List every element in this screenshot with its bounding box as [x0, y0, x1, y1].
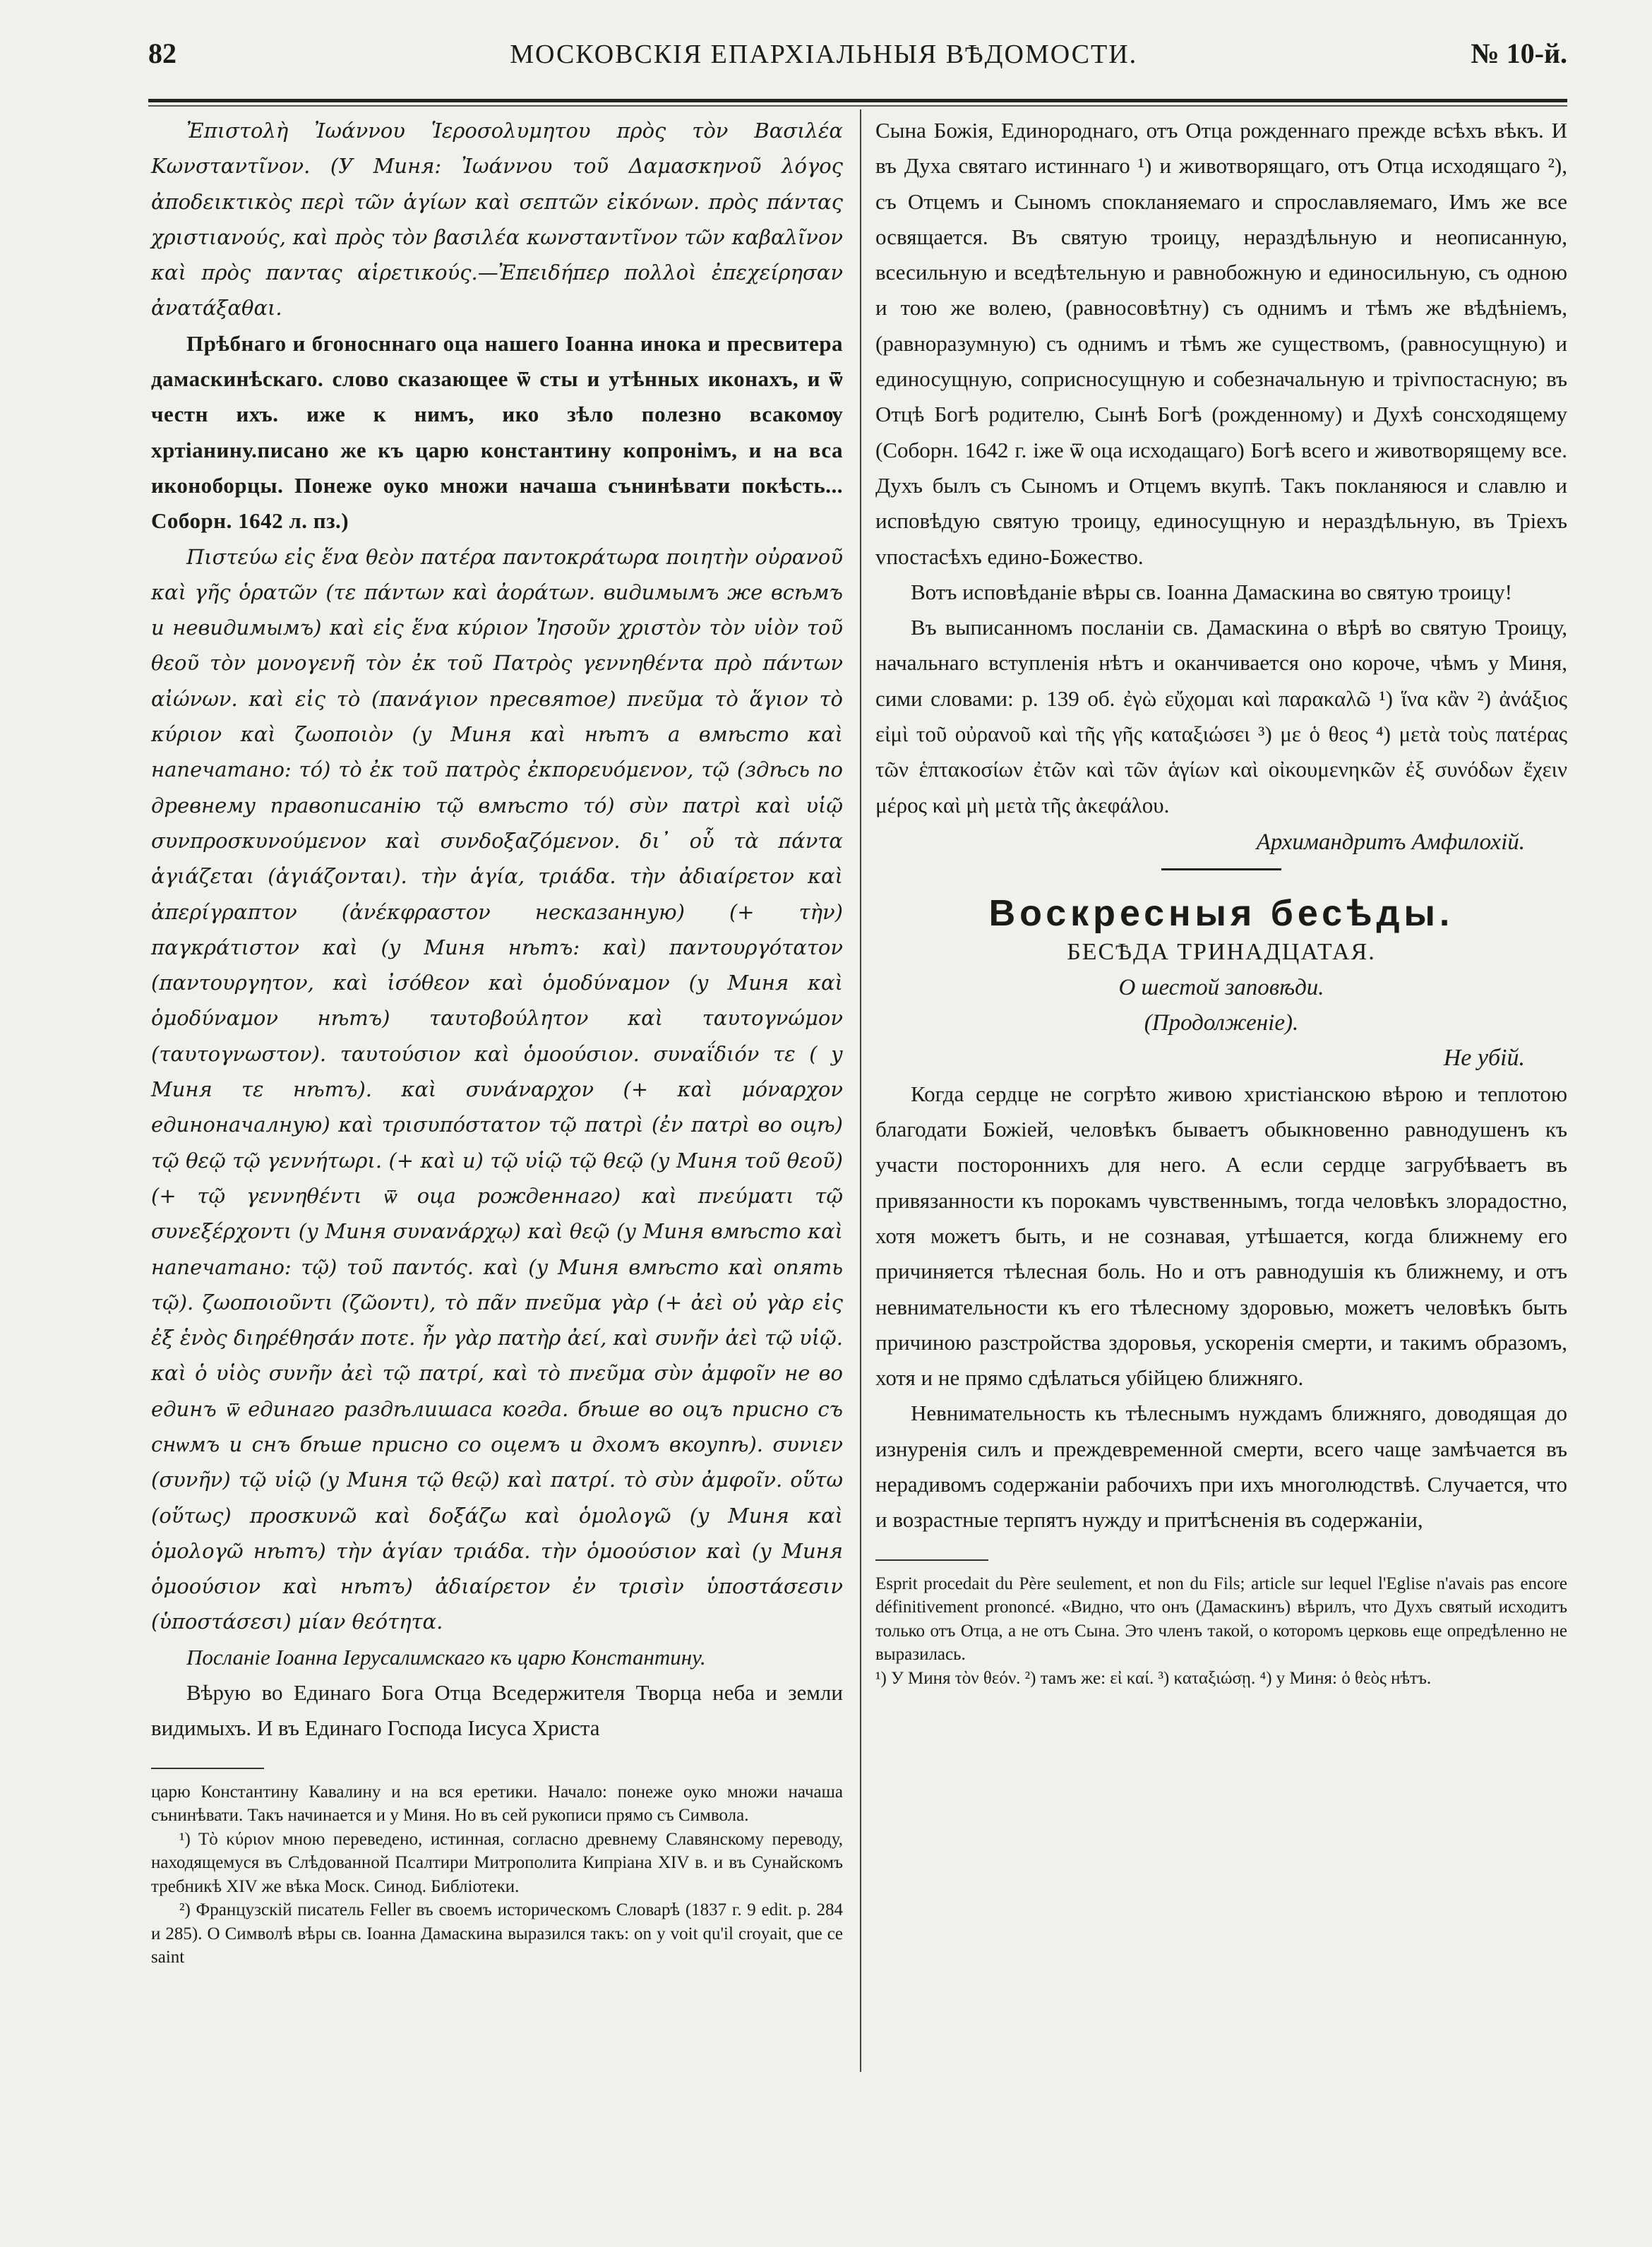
- left-column: [151, 113, 843, 1970]
- sermon-paragraph-1: Когда сердце не согрѣто живою христіанскою вѣрою и теплотою благодати Божіей, человѣкъ бываетъ обыкновенно равнодушенъ къ участи постороннихъ для него. А если сердце загрубѣваетъ въ привязанности къ порокамъ чувственнымъ, тогда человѣкъ злорадостно, хотя можетъ быть, и не сознавая, утѣшается, когда ближнему его причиняется тѣлесная боль. Но и отъ равнодушія къ ближнему, и отъ невнимательности къ его тѣлесному здоровью, можетъ человѣкъ быть причиною разстройства здоровья, ускоренія смерти, и такимъ образомъ, хотя и не прямо сдѣлаться убійцею ближняго.: [875, 1081, 1567, 1391]
- right-column: [875, 113, 1567, 1690]
- footnote-continued: царю Константину Кавалину и на вся еретики. Начало: понеже оуко множи начаша сънинѣвати. Такъ начинается и у Миня. Но въ сей рукописи прямо съ Символа.: [151, 1782, 843, 1826]
- section-continuation: (Продолженіе).: [1144, 1010, 1299, 1036]
- church-slavonic-text: Прѣбнаго и бгоносннаго оца нашего Іоанна инока и пресвитера дамаскинѣскаго. слово сказающее ѿ сты и утѣнных иконахъ, и ѿ честн ихъ. иже к нимъ, ико зѣло полезно всакомѹ хртіанину.писано же къ царю константину копронімъ, и на вса иконоборцы. Понеже оуко множи начаша сънинѣвати покѣсть...: [151, 330, 843, 498]
- issue-number: № 10-й.: [1471, 37, 1567, 69]
- confession-summary: Вотъ исповѣданіе вѣры св. Іоанна Дамаскина во святую троицу!: [911, 579, 1512, 604]
- right-footnotes: [875, 1572, 1567, 1691]
- footnote-variants: ¹) У Миня τὸν θεόν. ²) тамъ же: εἰ καί. ³) καταξιώσῃ. ⁴) у Миня: ὁ θεὸς нѣтъ.: [875, 1668, 1432, 1688]
- page-number: 82: [148, 37, 176, 69]
- sermon-paragraph-2: Невнимательность къ тѣлеснымъ нуждамъ ближняго, доводящая до изнуренія силъ и преждевременной смерти, всего чаще замѣчается въ нерадивомъ содержаніи рабочихъ при ихъ многолюдствѣ. Случается, что и возрастные терпятъ нужду и притѣсненія въ содержаніи,: [875, 1401, 1567, 1533]
- greek-creed-text: Πιστεύω εἰς ἕνα θεὸν πατέρα παντοκράτωρα ποιητὴν οὐρανοῦ καὶ γῆς ὁρατῶν (τε πάντων καὶ ἀοράτων. видимымъ же всѣмъ и невидимымъ) καὶ εἰς ἕνα κύριον Ἰησοῦν χριστὸν τὸν υἱὸν τοῦ θεοῦ τὸν μονογενῆ τὸν ἐκ τοῦ Πατρὸς γεννηθέντα πρὸ πάντων αἰώνων. καὶ εἰς τὸ (πανάγιον пресвятое) πνεῦμα τὸ ἅγιον τὸ κύριον καὶ ζωοποιὸν (у Миня καὶ нѣтъ а вмѣсто καὶ напечатано: τό) τὸ ἐκ τοῦ πατρὸς ἐκπορευόμενον, τῷ (здѣсь по древнему правописанію τῷ вмѣсто τό) σὺν πατρὶ καὶ υἱῷ συνπροσκυνούμενον καὶ συνδοξαζόμενον. δι᾽ οὗ τὰ πάντα ἁγιάζεται (ἁγιάζονται). τὴν ἁγία, τριάδα. τὴν ἀδιαίρετον καὶ ἀπερίγραπτον (ἀνέκφραστον несказанную) (+ τὴν) παγκράτιστον καὶ (у Миня нѣтъ: καὶ) παντουργότατον (παντουργητον, καὶ ἰσόθεον καὶ ὁμοδύναμον (у Миня καὶ ὁμοδύναμον нѣтъ) ταυτοβούλητον καὶ ταυτογνώμον (ταυτογνωστον). ταυτούσιον καὶ ὁμοούσιον. συναΐδιόν τε ( у Миня τε нѣтъ). καὶ συνάναρχον (+ καὶ μόναρχον единоначалную) καὶ τρισυπόστατον τῷ πατρὶ (ἐν πατρὶ во оцѣ) τῷ θεῷ τῷ γεννήτωρι. (+ καὶ и) τῷ υἱῷ τῷ θεῷ (у Миня τοῦ θεοῦ) (+ τῷ γεννηθέντι ѿ оца рожденнаго) καὶ πνεύματι τῷ συνεξέρχοντι (у Миня συνανάρχῳ) καὶ θεῷ (у Миня вмѣсто καὶ напечатано: τῷ) τοῦ παντός. καὶ (у Миня вмѣсто καὶ опять τῷ). ζωοποιοῦντι (ζῶοντι), τὸ πᾶν πνεῦμα γὰρ (+ ἀεὶ οὐ γὰρ εἰς ἐξ ἑνὸς διηρέθησάν ποτε. ἦν γὰρ πατὴρ ἀεί, καὶ συνῆν ἀεὶ τῷ υἱῷ. καὶ ὁ υἱὸς συνῆν ἀεὶ τῷ πατρί, καὶ τὸ πνεῦμα σὺν ἀμφοῖν не во единъ ѿ единаго раздѣлишаса когда. бѣше во оцъ присно съ снѡмъ и снъ бѣше присно со оцемъ и дхомъ вкоупѣ). συνιεν (συνῆν) τῷ υἱῷ (у Миня τῷ θεῷ) καὶ πατρί. τὸ σὺν ἀμφοῖν. οὕτω (οὕτως) προσκυνῶ καὶ δοξάζω καὶ ὁμολογῶ (у Миня καὶ ὁμολογῶ нѣтъ) τὴν ἁγίαν τριάδα. τὴν ὁμοούσιον καὶ (у Миня ὁμοούσιον καὶ нѣтъ) ἀδιαίρετον ἐν τρισὶν ὑποστάσεσιν (ὑποστάσεσι) μίαν θεότητα.: [151, 544, 843, 1634]
- greek-epistle-title: Ἐπιστολὴ Ἰωάννου Ἱεροσολυμητου πρὸς τὸν Βασιλέα Κωνσταντῖνον. (У Миня: Ἰωάννου τοῦ Δαμασκηνοῦ λόγος ἀποδεικτικὸς περὶ τῶν ἁγίων καὶ σεπτῶν εἰκόνων. πρὸς πάντας χριστιανούς, καὶ πρὸς τὸν βασιλέα κωνσταντῖνον τῶν καβαλῖνον καὶ πρὸς παντας αἱρετικούς.—Ἐπειδήπερ πολλοὶ ἐπεχείρησαν ἀνατάξαθαι.: [151, 119, 843, 320]
- footnote-rule: [151, 1768, 264, 1769]
- epistle-heading: Посланіе Іоанна Іерусалимскаго къ царю Константину.: [186, 1644, 706, 1670]
- author-signature: Архимандритъ Амфилохій.: [1256, 829, 1525, 855]
- left-footnotes: [151, 1780, 843, 1970]
- section-motto: Не убій.: [1443, 1045, 1525, 1072]
- church-slavonic-title: [151, 326, 843, 539]
- page-header: [148, 37, 1567, 79]
- section-title: Воскресныя бесѣды.: [988, 893, 1454, 935]
- header-rule-thin: [148, 105, 1567, 107]
- creed-continuation: Сына Божія, Единороднаго, отъ Отца рожденнаго прежде всѣхъ вѣкъ. И въ Духа святаго истиннаго ¹) и животворящаго, отъ Отца исходящаго ²), съ Отцемъ и Сыномъ спокланяемаго и спрославляемаго, Имъ же все освящается. Въ святую троицу, нераздѣльную и неописанную, всесильную и вседѣтельную и равнобожную и единосильную, съ одною и тою же волею, (равносовѣтну) съ однимъ и тѣмъ же вѣдѣніемъ, (равноразумную) съ однимъ и тѣмъ же существомъ, (равносущную) и единосущную, соприсносущную и собезначальную и тріvпостасную; въ Отцѣ Богѣ родителю, Сынѣ Богѣ (рожденному) и Духѣ сонсходящему (Соборн. 1642 г. іже ѿ оца исходащаго) Богѣ всего и животворящему все. Духъ былъ съ Сыномъ и Отцемъ вкупѣ. Такъ покланяюся и славлю и исповѣдую святую троицу, единосущную и нераздѣльную, въ Тріехъ vпостасѣхъ едино-Божество.: [875, 118, 1567, 569]
- footnote-1: ¹) Τὸ κύριον мною переведено, истинная, согласно древнему Славянскому переводу, находящемуся въ Слѣдованной Псалтири Митрополита Кипріана XIV в. и въ Сунайскомъ требникѣ XIV же вѣка Моск. Синод. Библіотеки.: [151, 1829, 843, 1896]
- epistle-comment: Въ выписанномъ посланіи св. Дамаскина о вѣрѣ во святую Троицу, начальнаго вступленія нѣтъ и оканчивается оно короче, чѣмъ у Миня, сими словами: р. 139 об. ἐγὼ εὔχομαι καὶ παρακαλῶ ¹) ἵνα κἂν ²) ἀνάξιος εἰμὶ τοῦ οὐρανοῦ καὶ τῆς γῆς καταξιώσει ³) με ὁ θεος ⁴) μετὰ τοὺς πατέρας τῶν ἑπτακοσίων ἐτῶν καὶ τῶν ἁγίων καὶ οἰκουμενηκῶν ἐξ συνόδων ἔχειν μέρος καὶ μὴ μετὰ τῆς ἀκεφάλου.: [875, 615, 1567, 817]
- column-divider: [860, 109, 861, 2072]
- journal-title: МОСКОВСКІЯ ЕПАРХІАЛЬНЫЯ ВѢДОМОСТИ.: [510, 40, 1138, 69]
- source-reference: Соборн. 1642 л. пз.): [151, 508, 349, 534]
- footnote-rule-right: [875, 1559, 988, 1561]
- section-topic: О шестой заповѣди.: [1118, 974, 1324, 1000]
- russian-creed-start: Вѣрую во Единаго Бога Отца Вседержителя Творца неба и земли видимыхъ. И въ Единаго Господа Іисуса Христа: [151, 1680, 843, 1741]
- footnote-continued-right: Esprit procedait du Père seulement, et non du Fils; article sur lequel l'Eglise n'avais pas encore définitivement prononcé. «Видно, что онъ (Дамаскинъ) вѣрилъ, что Духъ святый исходитъ только отъ Отца, а не отъ Сына. Это членъ такой, о которомъ церковь еще опредѣленно не выразилась.: [875, 1574, 1567, 1665]
- footnote-2: ²) Французскій писатель Feller въ своемъ историческомъ Словарѣ (1837 г. 9 edit. p. 284 и 285). О Символѣ вѣры св. Іоанна Дамаскина выразился такъ: on y voit qu'il croyait, que ce saint: [151, 1900, 843, 1967]
- section-divider: [1161, 868, 1281, 870]
- section-subtitle: БЕСѢДА ТРИНАДЦАТАЯ.: [1067, 938, 1376, 965]
- header-rule: [148, 99, 1567, 102]
